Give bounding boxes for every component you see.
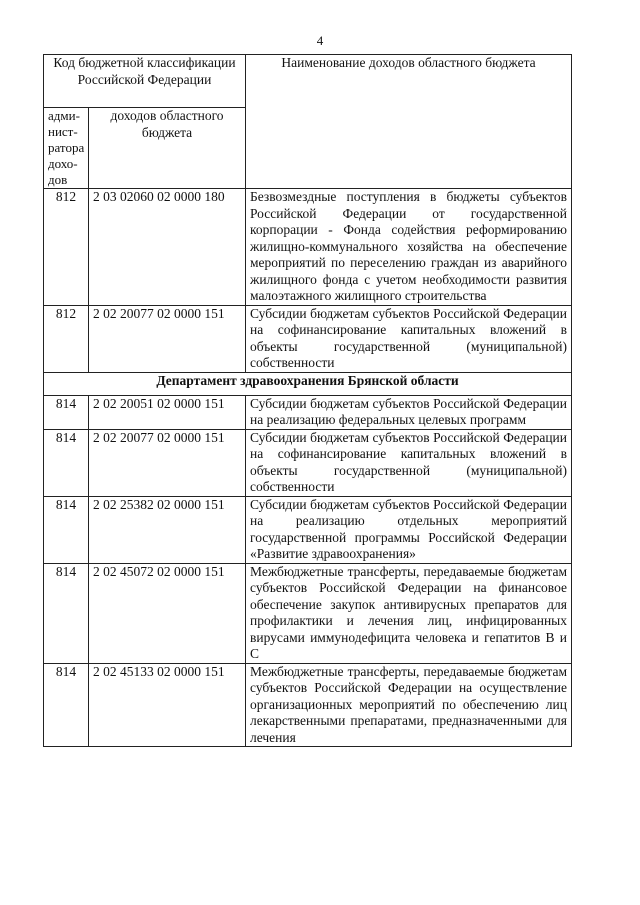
header-income-name: Наименование доходов областного бюджета: [246, 55, 572, 189]
table-row: [44, 305, 572, 372]
administrator-code: 812: [44, 189, 89, 306]
administrator-code: 814: [44, 563, 89, 663]
income-name: Субсидии бюджетам субъектов Российской Федерации на софинансирование капитальных вложений в объекты государственной (муниципальной) собственности: [246, 429, 572, 496]
budget-classification-table: [43, 54, 572, 747]
income-code: 2 02 20077 02 0000 151: [89, 305, 246, 372]
table-row: [44, 395, 572, 429]
administrator-code: 814: [44, 496, 89, 563]
section-title: Департамент здравоохранения Брянской области: [44, 372, 572, 395]
table-row: [44, 189, 572, 306]
table-row: [44, 663, 572, 747]
income-code: 2 02 20077 02 0000 151: [89, 429, 246, 496]
income-code: 2 02 25382 02 0000 151: [89, 496, 246, 563]
income-name: Безвозмездные поступления в бюджеты субъектов Российской Федерации от государственной корпорации - Фонда содействия реформированию жилищно-коммунального хозяйства на обеспечение мероприятий по переселению граждан из аварийного жилищного фонда с учетом необходимости развития малоэтажного жилищного строительства: [246, 189, 572, 306]
income-code: 2 03 02060 02 0000 180: [89, 189, 246, 306]
header-administrator: адми-нист-ратора дохо-дов: [44, 108, 89, 189]
income-code: 2 02 20051 02 0000 151: [89, 395, 246, 429]
administrator-code: 814: [44, 429, 89, 496]
administrator-code: 814: [44, 663, 89, 747]
income-name: Межбюджетные трансферты, передаваемые бюджетам субъектов Российской Федерации на осуществление организационных мероприятий по обеспечению лиц лекарственными препаратами, предназначенными для лечения: [246, 663, 572, 747]
income-name: Субсидии бюджетам субъектов Российской Федерации на реализацию отдельных мероприятий государственной программы Российской Федерации «Развитие здравоохранения»: [246, 496, 572, 563]
table-row: [44, 429, 572, 496]
header-income: доходов областного бюджета: [89, 108, 246, 189]
section-row: [44, 372, 572, 395]
table-row: [44, 563, 572, 663]
header-row-1: [44, 55, 572, 108]
income-name: Субсидии бюджетам субъектов Российской Федерации на софинансирование капитальных вложений в объекты государственной (муниципальной) собственности: [246, 305, 572, 372]
income-code: 2 02 45133 02 0000 151: [89, 663, 246, 747]
header-classification: Код бюджетной классификации Российской Федерации: [44, 55, 246, 108]
administrator-code: 812: [44, 305, 89, 372]
income-code: 2 02 45072 02 0000 151: [89, 563, 246, 663]
income-name: Субсидии бюджетам субъектов Российской Федерации на реализацию федеральных целевых программ: [246, 395, 572, 429]
administrator-code: 814: [44, 395, 89, 429]
income-name: Межбюджетные трансферты, передаваемые бюджетам субъектов Российской Федерации на финансовое обеспечение закупок антивирусных препаратов для профилактики и лечения лиц, инфицированных вирусами иммунодефицита человека и гепатитов В и С: [246, 563, 572, 663]
table-row: [44, 496, 572, 563]
page-number: 4: [316, 33, 324, 48]
